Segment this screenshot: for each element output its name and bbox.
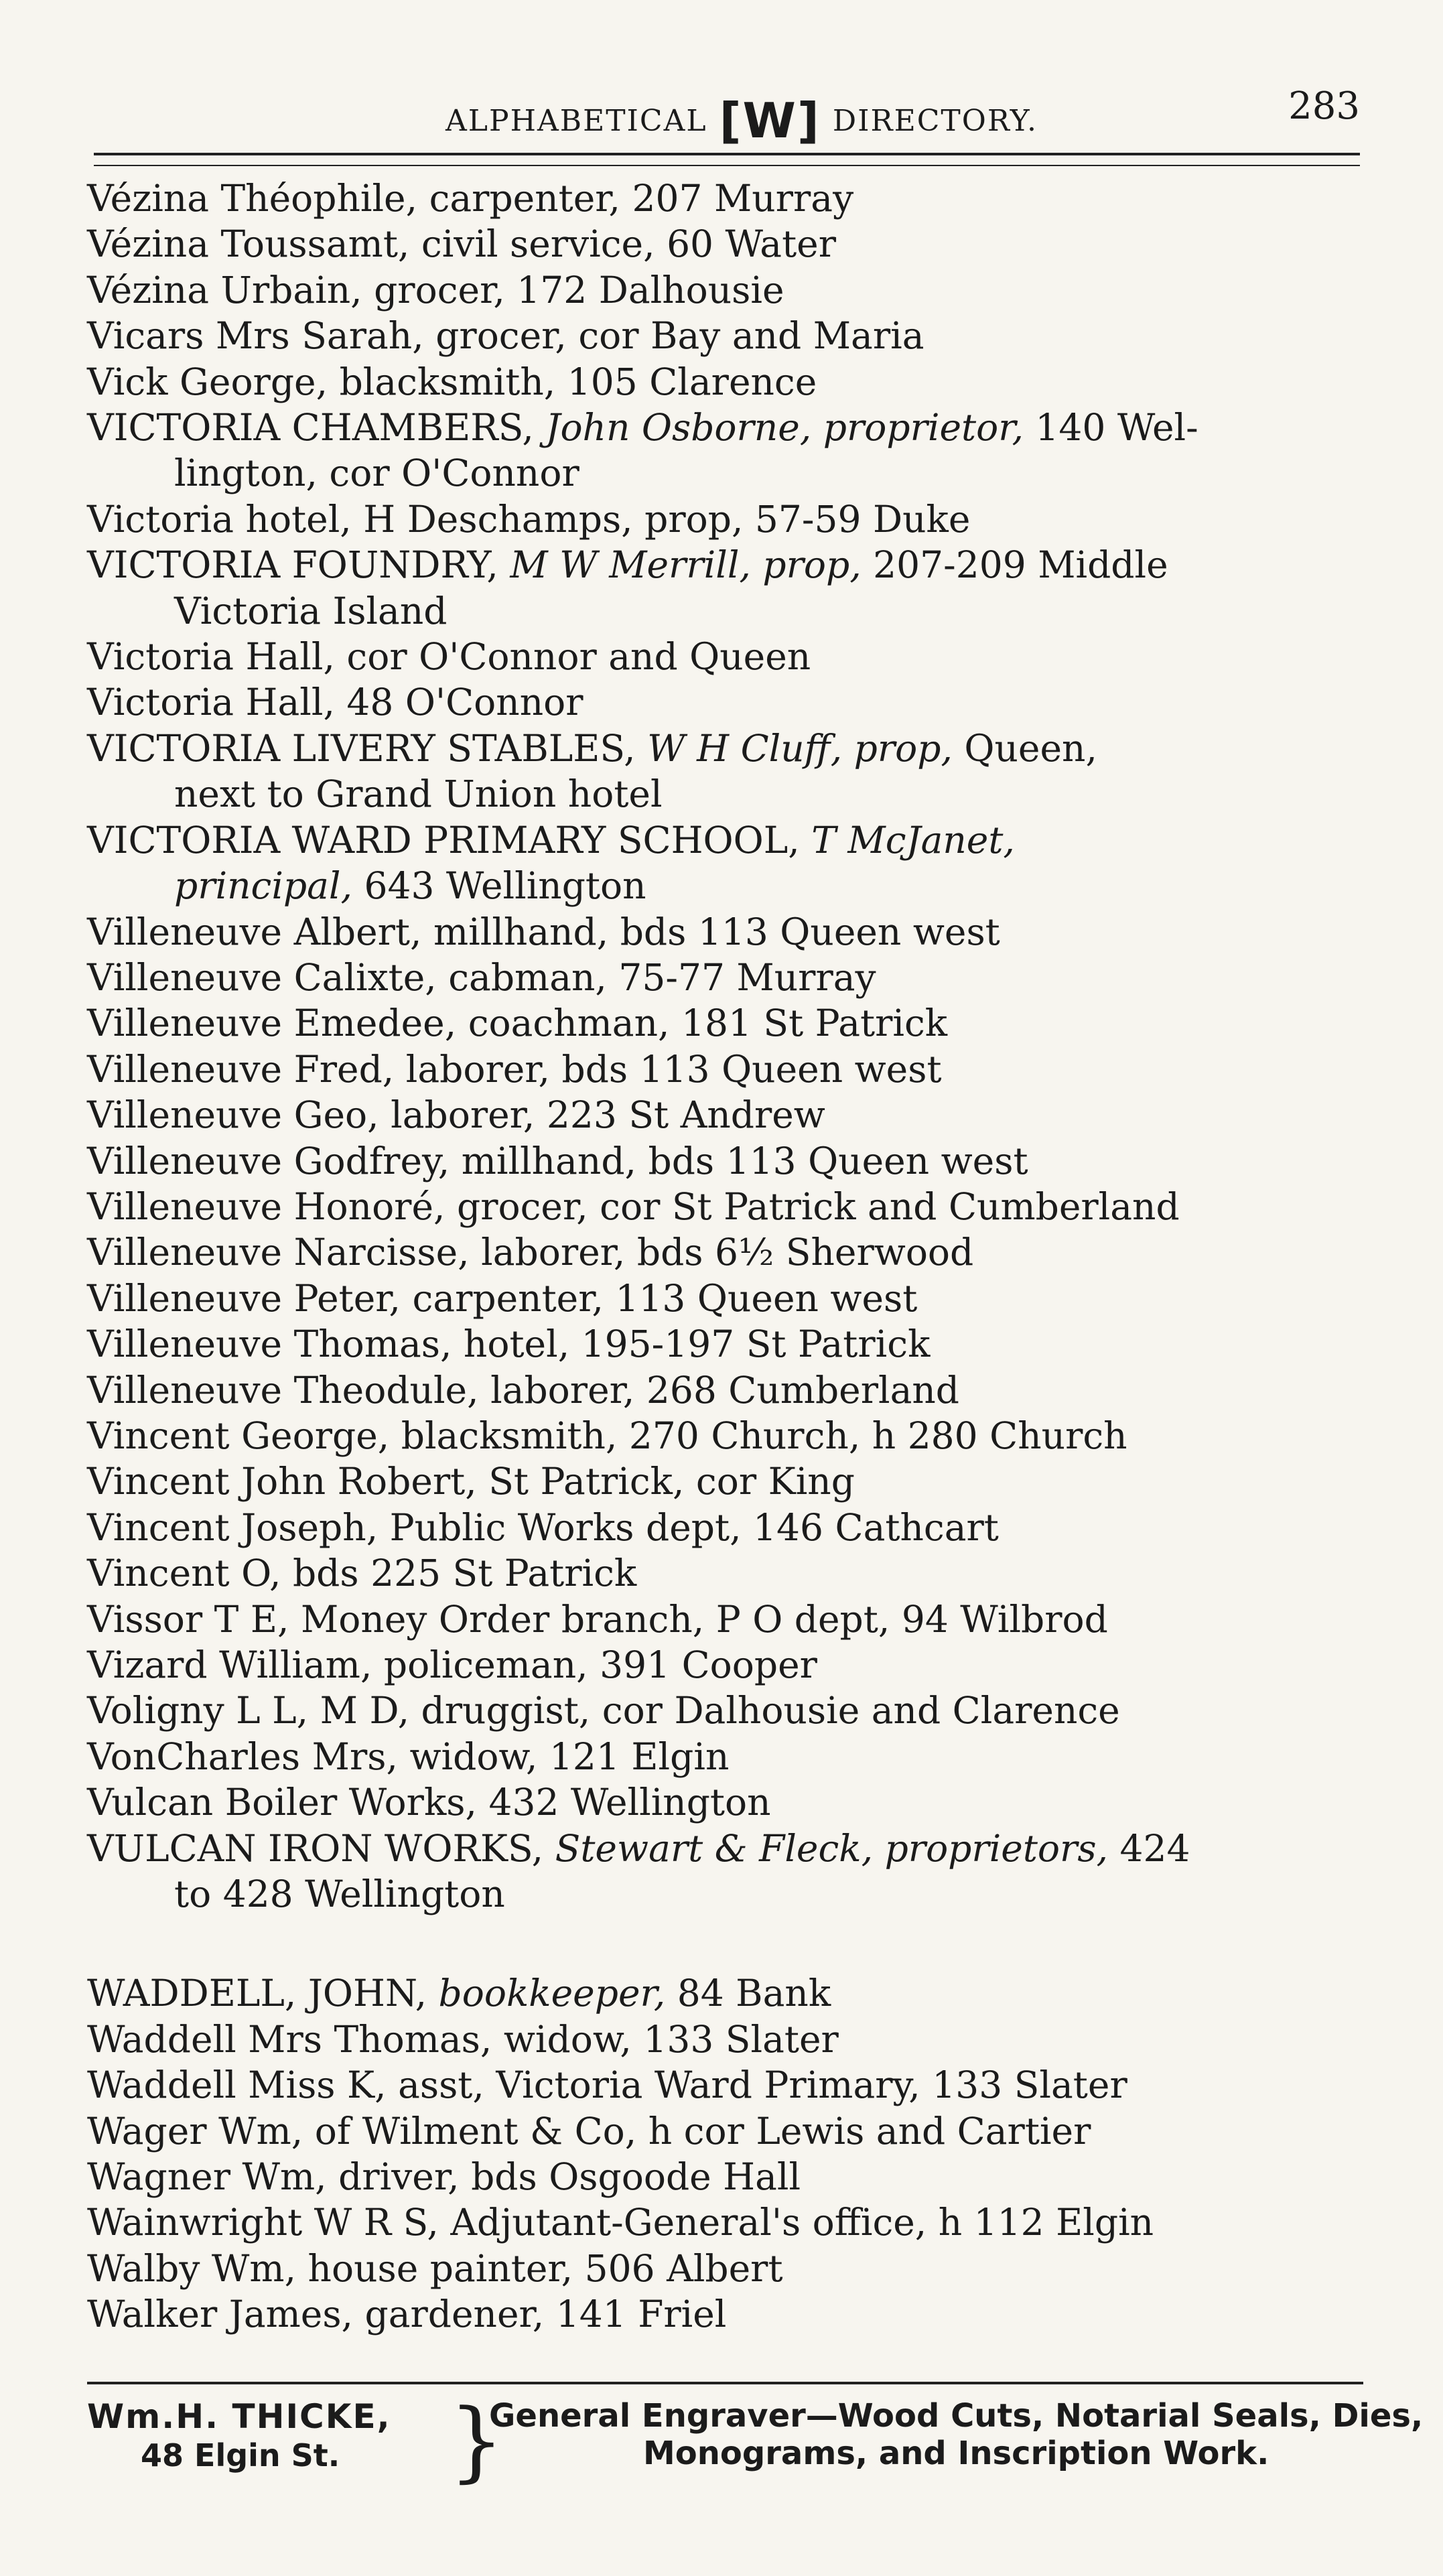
entry-text: Waddell Mrs Thomas, widow, 133 Slater bbox=[87, 2017, 839, 2061]
entry-text: Villeneuve Peter, carpenter, 113 Queen west bbox=[87, 1276, 918, 1320]
entry-line bbox=[87, 313, 1370, 358]
entry-text: Vézina Toussamt, civil service, 60 Water bbox=[87, 222, 837, 266]
directory-entry bbox=[87, 955, 1370, 1000]
advertisement-text bbox=[489, 2397, 1424, 2472]
ad-line-1: General Engraver—Wood Cuts, Notarial Seals, Dies, bbox=[489, 2397, 1424, 2435]
entry-text: Victoria Island bbox=[174, 589, 448, 632]
directory-entry bbox=[87, 726, 1370, 817]
directory-listing bbox=[87, 176, 1370, 2337]
directory-entry bbox=[87, 1000, 1370, 1046]
entry-text: Villeneuve Fred, laborer, bds 113 Queen west bbox=[87, 1047, 942, 1091]
entry-text: Victoria Hall, 48 O'Connor bbox=[87, 681, 583, 724]
entry-text: Walker James, gardener, 141 Friel bbox=[87, 2293, 727, 2336]
directory-entry bbox=[87, 405, 1370, 496]
entry-text: lington, cor O'Connor bbox=[174, 452, 579, 495]
directory-entry bbox=[87, 1779, 1370, 1825]
entry-text: Villeneuve Geo, laborer, 223 St Andrew bbox=[87, 1093, 825, 1137]
directory-entry bbox=[87, 267, 1370, 313]
directory-entry bbox=[87, 542, 1370, 634]
directory-entry bbox=[87, 2062, 1370, 2108]
entry-text: Victoria hotel, H Deschamps, prop, 57-59 Duke bbox=[87, 497, 971, 541]
entry-text: Walby Wm, house painter, 506 Albert bbox=[87, 2246, 783, 2290]
entry-text: Villeneuve Emedee, coachman, 181 St Patrick bbox=[87, 1002, 948, 1045]
directory-entry bbox=[87, 2017, 1370, 2062]
page-header bbox=[87, 79, 1360, 149]
entry-line bbox=[87, 909, 1370, 955]
entry-line bbox=[87, 2017, 1370, 2062]
directory-entry bbox=[87, 1505, 1370, 1550]
entry-text: Vizard William, policeman, 391 Cooper bbox=[87, 1643, 817, 1686]
entry-line bbox=[87, 1276, 1370, 1321]
entry-text: Villeneuve Theodule, laborer, 268 Cumberland bbox=[87, 1368, 960, 1412]
entry-line bbox=[87, 2154, 1370, 2199]
entry-line bbox=[87, 496, 1370, 542]
entry-line bbox=[87, 1321, 1370, 1367]
entry-text: Villeneuve Thomas, hotel, 195-197 St Patrick bbox=[87, 1323, 931, 1366]
entry-text: Waddell Miss K, asst, Victoria Ward Primary, 133 Slater bbox=[87, 2063, 1127, 2107]
directory-entry bbox=[87, 1046, 1370, 1092]
entry-line bbox=[87, 1688, 1370, 1733]
entry-line bbox=[87, 1826, 1370, 1871]
entry-text: 84 Bank bbox=[665, 1972, 831, 2015]
entry-text: VICTORIA LIVERY STABLES, bbox=[87, 726, 648, 770]
entry-italic-text: bookkeeper, bbox=[438, 1972, 666, 2015]
directory-entry bbox=[87, 909, 1370, 955]
directory-entry bbox=[87, 2246, 1370, 2291]
section-letter: [W] bbox=[719, 92, 821, 149]
entry-text: Villeneuve Narcisse, laborer, bds 6½ Sherwood bbox=[87, 1231, 974, 1274]
entry-line bbox=[87, 2246, 1370, 2291]
entry-line bbox=[87, 1505, 1370, 1550]
directory-entry bbox=[87, 1229, 1370, 1275]
entry-text: WADDELL, JOHN, bbox=[87, 1972, 439, 2015]
directory-entry bbox=[87, 634, 1370, 679]
directory-entry bbox=[87, 2199, 1370, 2245]
entry-line bbox=[87, 1000, 1370, 1046]
page-number: 283 bbox=[1288, 84, 1360, 128]
directory-entry bbox=[87, 1276, 1370, 1321]
entry-line bbox=[87, 1970, 1370, 2016]
entry-line bbox=[87, 1642, 1370, 1688]
entry-line bbox=[87, 359, 1370, 405]
entry-line bbox=[87, 2062, 1370, 2108]
entry-text: 424 bbox=[1108, 1826, 1190, 1870]
entry-line bbox=[87, 1138, 1370, 1184]
entry-italic-text: John Osborne, proprietor, bbox=[545, 406, 1024, 450]
entry-text: Villeneuve Godfrey, millhand, bds 113 Queen west bbox=[87, 1139, 1028, 1182]
entry-text: Voligny L L, M D, druggist, cor Dalhousie and Clarence bbox=[87, 1689, 1120, 1733]
directory-entry bbox=[87, 1092, 1370, 1138]
advertiser-block bbox=[87, 2397, 462, 2473]
entry-line bbox=[87, 1367, 1370, 1413]
directory-entry bbox=[87, 176, 1370, 221]
entry-text: Wager Wm, of Wilment & Co, h cor Lewis and Cartier bbox=[87, 2109, 1091, 2153]
directory-entry bbox=[87, 1597, 1370, 1642]
directory-entry bbox=[87, 1459, 1370, 1504]
entry-text: Vézina Théophile, carpenter, 207 Murray bbox=[87, 177, 854, 220]
entry-line bbox=[87, 1184, 1370, 1229]
entry-text: 643 Wellington bbox=[352, 864, 646, 908]
entry-text: Victoria Hall, cor O'Connor and Queen bbox=[87, 635, 811, 679]
directory-entry bbox=[87, 1413, 1370, 1459]
advertiser-name: Wm.H. THICKE, bbox=[87, 2397, 391, 2436]
directory-entry bbox=[87, 1550, 1370, 1596]
header-rule bbox=[94, 153, 1360, 166]
directory-entry bbox=[87, 679, 1370, 725]
entry-line bbox=[87, 1046, 1370, 1092]
entry-line bbox=[87, 2199, 1370, 2245]
directory-entry bbox=[87, 1642, 1370, 1688]
entry-text: VICTORIA WARD PRIMARY SCHOOL, bbox=[87, 818, 812, 862]
directory-entry bbox=[87, 496, 1370, 542]
entry-line bbox=[87, 405, 1370, 450]
entry-line bbox=[87, 1550, 1370, 1596]
entry-line bbox=[87, 1597, 1370, 1642]
entry-text: next to Grand Union hotel bbox=[174, 772, 663, 816]
directory-entry bbox=[87, 2291, 1370, 2337]
entry-continuation bbox=[87, 450, 1370, 496]
entry-line bbox=[87, 176, 1370, 221]
directory-entry bbox=[87, 817, 1370, 909]
entry-line bbox=[87, 726, 1370, 771]
directory-entry bbox=[87, 2154, 1370, 2199]
entry-continuation bbox=[87, 588, 1370, 634]
directory-entry bbox=[87, 1321, 1370, 1367]
running-head-left: ALPHABETICAL bbox=[445, 103, 707, 138]
entry-line bbox=[87, 221, 1370, 267]
entry-italic-text: principal, bbox=[174, 864, 352, 908]
entry-text: 140 Wel- bbox=[1023, 406, 1198, 450]
entry-text: to 428 Wellington bbox=[174, 1873, 505, 1916]
directory-entry bbox=[87, 313, 1370, 358]
entry-italic-text: W H Cluff, prop, bbox=[647, 726, 953, 770]
entry-text: 207-209 Middle bbox=[861, 543, 1168, 587]
entry-italic-text: M W Merrill, prop, bbox=[510, 543, 862, 587]
entry-text: Vincent Joseph, Public Works dept, 146 Cathcart bbox=[87, 1505, 999, 1549]
directory-entry bbox=[87, 359, 1370, 405]
entry-italic-text: T McJanet, bbox=[811, 818, 1015, 862]
entry-line bbox=[87, 1413, 1370, 1459]
directory-entry bbox=[87, 1184, 1370, 1229]
entry-text: Villeneuve Albert, millhand, bds 113 Queen west bbox=[87, 910, 1000, 953]
entry-continuation bbox=[87, 771, 1370, 817]
entry-italic-text: Stewart & Fleck, proprietors, bbox=[555, 1826, 1109, 1870]
entry-text: Vincent John Robert, St Patrick, cor King bbox=[87, 1460, 855, 1503]
footer-rule bbox=[87, 2382, 1363, 2384]
entry-text: Wainwright W R S, Adjutant-General's office, h 112 Elgin bbox=[87, 2201, 1154, 2244]
entry-line bbox=[87, 267, 1370, 313]
entry-text: Vissor T E, Money Order branch, P O dept, 94 Wilbrod bbox=[87, 1597, 1108, 1641]
entry-line bbox=[87, 1459, 1370, 1504]
entry-text: Vézina Urbain, grocer, 172 Dalhousie bbox=[87, 268, 784, 312]
directory-entry bbox=[87, 1734, 1370, 1779]
entry-line bbox=[87, 817, 1370, 863]
entry-text: VULCAN IRON WORKS, bbox=[87, 1826, 555, 1870]
entry-text: Wagner Wm, driver, bds Osgoode Hall bbox=[87, 2155, 801, 2199]
directory-entry bbox=[87, 1688, 1370, 1733]
entry-text: VICTORIA FOUNDRY, bbox=[87, 543, 510, 587]
entry-text: Villeneuve Calixte, cabman, 75-77 Murray bbox=[87, 955, 876, 999]
entry-line bbox=[87, 1734, 1370, 1779]
entry-line bbox=[87, 679, 1370, 725]
section-gap bbox=[87, 1917, 1370, 1970]
directory-entry bbox=[87, 1970, 1370, 2016]
running-head-right: DIRECTORY. bbox=[832, 103, 1038, 138]
entry-line bbox=[87, 1779, 1370, 1825]
directory-entry bbox=[87, 221, 1370, 267]
entry-continuation bbox=[87, 863, 1370, 908]
entry-text: Vincent George, blacksmith, 270 Church, h 280 Church bbox=[87, 1414, 1127, 1457]
directory-entry bbox=[87, 1826, 1370, 1917]
entry-text: Queen, bbox=[952, 726, 1097, 770]
running-head bbox=[445, 92, 1038, 149]
advertisement-footer bbox=[87, 2390, 1424, 2504]
directory-entry bbox=[87, 2108, 1370, 2154]
entry-text: Vick George, blacksmith, 105 Clarence bbox=[87, 360, 817, 403]
entry-continuation bbox=[87, 1871, 1370, 1917]
entry-text: VonCharles Mrs, widow, 121 Elgin bbox=[87, 1735, 730, 1778]
entry-text: Vincent O, bds 225 St Patrick bbox=[87, 1552, 637, 1595]
entry-line bbox=[87, 2291, 1370, 2337]
advertiser-address: 48 Elgin St. bbox=[141, 2437, 340, 2473]
entry-line bbox=[87, 634, 1370, 679]
entry-line bbox=[87, 1229, 1370, 1275]
directory-entry bbox=[87, 1138, 1370, 1184]
entry-line bbox=[87, 542, 1370, 588]
entry-line bbox=[87, 955, 1370, 1000]
entry-text: Villeneuve Honoré, grocer, cor St Patrick and Cumberland bbox=[87, 1184, 1180, 1228]
entry-line bbox=[87, 2108, 1370, 2154]
entry-text: Vulcan Boiler Works, 432 Wellington bbox=[87, 1781, 771, 1824]
entry-line bbox=[87, 1092, 1370, 1138]
entry-text: Vicars Mrs Sarah, grocer, cor Bay and Maria bbox=[87, 314, 924, 358]
brace-icon: } bbox=[449, 2390, 504, 2492]
ad-line-2: Monograms, and Inscription Work. bbox=[643, 2435, 1269, 2472]
directory-entry bbox=[87, 1367, 1370, 1413]
entry-text: VICTORIA CHAMBERS, bbox=[87, 406, 546, 450]
